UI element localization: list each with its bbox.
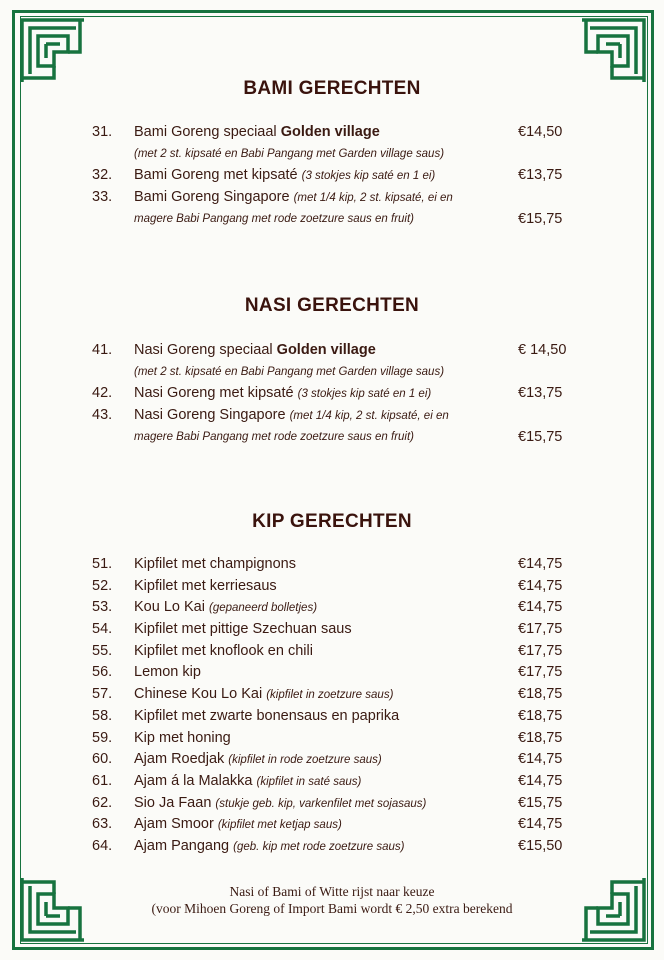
corner-ornament-icon [578,16,648,86]
menu-item [0,814,664,836]
item-price: €14,75 [518,556,563,572]
item-name: Kipfilet met champignons [134,556,296,572]
item-price: €14,75 [518,599,563,616]
menu-item [0,836,664,858]
menu-item [0,405,664,427]
item-price: €18,75 [518,729,563,746]
item-name-bold: Golden village [280,124,380,140]
item-price: €17,75 [518,642,563,659]
item-price: €14,50 [518,124,563,140]
menu-item [0,383,664,405]
item-note: (gepaneerd bolletjes) [208,602,318,615]
item-name: Nasi Goreng Singapore (met 1/4 kip, 2 st. kipsaté, ei en [134,407,449,424]
item-name: Bami Goreng speciaal Golden village [134,124,380,140]
item-name: Nasi Goreng met kipsaté (3 stokjes kip saté en 1 ei) [134,385,432,402]
item-price: €14,75 [518,816,563,833]
item-number: 60. [92,751,113,768]
item-price: €15,75 [518,428,563,445]
item-price: €17,75 [518,621,563,638]
item-note: (kipfilet met ketjap saus) [217,819,342,832]
item-price: €14,75 [518,577,563,594]
item-number: 42. [92,385,113,402]
item-note: (kipfilet in rode zoetzure saus) [228,754,382,767]
item-name: Bami Goreng met kipsaté (3 stokjes kip saté en 1 ei) [134,167,436,184]
menu-item [0,641,664,663]
item-number: 32. [92,167,113,184]
item-price: €13,75 [518,167,563,184]
menu-item [0,728,664,750]
menu-item [0,187,664,209]
item-price: €17,75 [518,664,563,681]
item-name: Bami Goreng Singapore (met 1/4 kip, 2 st. kipsaté, ei en [134,189,453,206]
kip-list [0,554,664,858]
item-number: 41. [92,342,113,358]
item-name: Ajam Pangang (geb. kip met rode zoetzure saus) [134,837,405,854]
item-description: (met 2 st. kipsaté en Babi Pangang met Garden village saus) [134,365,445,378]
menu-item [0,749,664,771]
section-title-bami: BAMI GERECHTEN [243,78,421,99]
item-name: Kipfilet met pittige Szechuan saus [134,621,352,638]
item-note: (met 1/4 kip, 2 st. kipsaté, ei en [293,192,453,205]
item-name: Chinese Kou Lo Kai (kipfilet in zoetzure saus) [134,686,394,703]
menu-item [0,340,664,362]
item-number: 57. [92,686,113,703]
menu-item [0,771,664,793]
item-number: 54. [92,621,113,638]
item-name: Nasi Goreng speciaal Golden village [134,342,376,358]
item-number: 55. [92,642,113,659]
section-title-kip: KIP GERECHTEN [252,511,412,532]
item-note: (met 1/4 kip, 2 st. kipsaté, ei en [289,410,449,423]
item-number: 51. [92,556,113,572]
item-note: (3 stokjes kip saté en 1 ei) [297,388,432,401]
item-number: 31. [92,124,113,140]
menu-item [0,597,664,619]
menu-item [0,122,664,144]
section-title-nasi: NASI GERECHTEN [244,295,420,316]
footer-line: Nasi of Bami of Witte rijst naar keuze [229,884,435,899]
item-name: Ajam Smoor (kipfilet met ketjap saus) [134,816,342,833]
item-number: 62. [92,794,113,811]
menu-item [0,684,664,706]
item-name: Kipfilet met knoflook en chili [134,642,313,659]
item-price: €15,75 [518,210,563,227]
item-name: Ajam Roedjak (kipfilet in rode zoetzure saus) [134,751,382,768]
item-number: 53. [92,599,113,616]
item-number: 43. [92,407,113,424]
item-price: €18,75 [518,686,563,703]
item-name: Lemon kip [134,664,201,681]
item-name: Kou Lo Kai (gepaneerd bolletjes) [134,599,318,616]
item-price: €14,75 [518,772,563,789]
item-price: €14,75 [518,751,563,768]
item-note: (kipfilet in zoetzure saus) [266,689,394,702]
footer-note [0,883,664,917]
menu-item [0,165,664,187]
item-name: Ajam á la Malakka (kipfilet in saté saus) [134,772,362,789]
item-name: Sio Ja Faan (stukje geb. kip, varkenfilet met sojasaus) [134,794,427,811]
item-number: 64. [92,837,113,854]
menu-item [0,554,664,576]
item-note: (3 stokjes kip saté en 1 ei) [301,170,436,183]
item-description: magere Babi Pangang met rode zoetzure saus en fruit) €15,75 [0,427,664,449]
item-name: Kipfilet met kerriesaus [134,577,277,594]
item-price: €15,50 [518,837,563,854]
menu-item [0,576,664,598]
item-price: €18,75 [518,707,563,724]
item-name: Kipfilet met zwarte bonensaus en paprika [134,707,400,724]
item-number: 33. [92,189,113,206]
item-note: (stukje geb. kip, varkenfilet met sojasaus) [215,797,427,810]
nasi-list [0,340,664,448]
item-note: (geb. kip met rode zoetzure saus) [233,840,405,853]
item-number: 56. [92,664,113,681]
item-note: (kipfilet in saté saus) [256,775,362,788]
item-number: 61. [92,772,113,789]
menu-item [0,619,664,641]
item-name-bold: Golden village [276,342,376,358]
bami-list [0,122,664,230]
menu-item [0,706,664,728]
item-description: (met 2 st. kipsaté en Babi Pangang met Garden village saus) [134,147,445,160]
menu-item [0,793,664,815]
corner-ornament-icon [18,16,88,86]
item-price: €13,75 [518,385,563,402]
item-price: € 14,50 [518,342,567,358]
item-number: 52. [92,577,113,594]
item-number: 63. [92,816,113,833]
footer-line: (voor Mihoen Goreng of Import Bami wordt € 2,50 extra berekend [151,901,513,916]
item-number: 59. [92,729,113,746]
item-description: magere Babi Pangang met rode zoetzure saus en fruit) €15,75 [0,209,664,231]
item-number: 58. [92,707,113,724]
menu-item [0,662,664,684]
item-name: Kip met honing [134,729,231,746]
item-price: €15,75 [518,794,563,811]
